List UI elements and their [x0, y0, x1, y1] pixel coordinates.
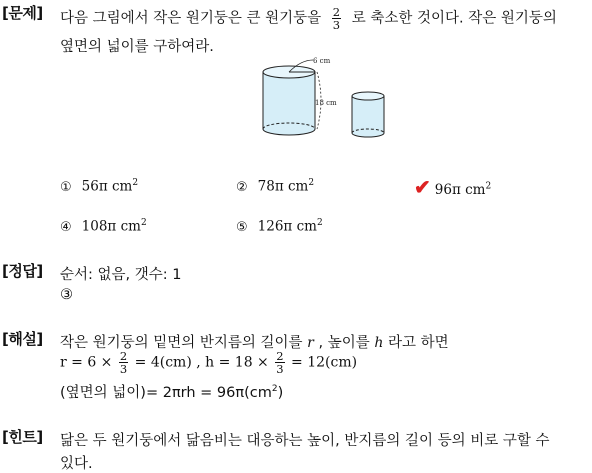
- choice-1-value: 56π cm: [81, 178, 133, 195]
- choice-2-exponent: 2: [308, 178, 315, 188]
- choice-3-value: 96π cm: [434, 182, 486, 198]
- choice-4-exponent: 2: [140, 218, 147, 228]
- answer-line-2: ③: [60, 287, 73, 303]
- radius-label: 6 cm: [313, 57, 331, 65]
- explanation-text-b: , 높이를: [318, 335, 370, 351]
- problem-text-a: 다음 그림에서 작은 원기둥은 큰 원기둥을: [60, 10, 322, 27]
- eq-h-fraction: [275, 350, 284, 375]
- explanation-label: [해설]: [2, 330, 43, 348]
- choice-5-marker: ⑤: [236, 219, 248, 235]
- hint-label: [힌트]: [2, 428, 43, 446]
- large-cylinder: [263, 60, 321, 135]
- eq-r-suffix: = 4(cm) ,: [134, 354, 201, 371]
- choice-4[interactable]: [60, 218, 147, 235]
- choice-1[interactable]: [60, 178, 138, 195]
- ratio-fraction: [332, 6, 341, 31]
- eq-r-denominator: 3: [119, 362, 128, 376]
- eq-r-fraction: [119, 350, 128, 375]
- explanation-equation: [60, 350, 357, 375]
- choice-2-value: 78π cm: [257, 178, 309, 195]
- problem-label: [문제]: [2, 4, 43, 22]
- choice-4-value: 108π cm: [81, 218, 141, 235]
- var-h: h: [374, 335, 384, 351]
- choice-2[interactable]: [236, 178, 314, 195]
- eq-h-prefix: h = 18 ×: [205, 354, 269, 371]
- ratio-denominator: 3: [332, 18, 341, 32]
- answer-label: [정답]: [2, 262, 43, 280]
- explanation-line-1: [60, 331, 449, 352]
- explanation-line-3: [60, 381, 283, 402]
- choice-2-marker: ②: [236, 179, 248, 195]
- problem-line-2: 옆면의 넓이를 구하여라.: [60, 39, 214, 55]
- choice-5[interactable]: [236, 218, 323, 235]
- explanation-text-c: 라고 하면: [387, 335, 449, 351]
- height-label: 18 cm: [315, 99, 337, 107]
- answer-line-1: 순서: 없음, 갯수: 1: [60, 267, 182, 283]
- small-cylinder: [352, 92, 384, 137]
- choice-4-marker: ④: [60, 219, 72, 235]
- choice-3-exponent: 2: [485, 181, 492, 192]
- problem-text-b: 로 축소한 것이다. 작은 원기둥의: [351, 10, 557, 27]
- eq-r-numerator: 2: [119, 349, 128, 363]
- ratio-numerator: 2: [332, 5, 341, 19]
- choice-1-marker: ①: [60, 179, 72, 195]
- problem-line-1: [60, 6, 557, 31]
- explanation-text-a: 작은 원기둥의 밑면의 반지름의 길이를: [60, 335, 303, 351]
- eq-h-numerator: 2: [276, 349, 284, 363]
- lateral-area-text: (옆면의 넓이)= 2πrh = 96π(cm: [60, 385, 272, 401]
- choice-5-value: 126π cm: [257, 218, 317, 235]
- hint-line-2: 있다.: [60, 456, 93, 472]
- eq-h-suffix: = 12(cm): [291, 354, 358, 371]
- eq-h-denominator: 3: [276, 362, 284, 376]
- lateral-area-exponent: 2: [271, 384, 278, 395]
- eq-r-prefix: r = 6 ×: [60, 354, 113, 371]
- correct-check-icon: ✔: [414, 175, 431, 199]
- hint-line-1: 닮은 두 원기둥에서 닮음비는 대응하는 높이, 반지름의 길이 등의 비로 구할 수: [60, 433, 550, 449]
- choice-1-exponent: 2: [132, 178, 139, 188]
- lateral-area-close: ): [277, 385, 284, 401]
- choice-5-exponent: 2: [316, 218, 323, 228]
- var-r: r: [307, 335, 314, 351]
- choice-3[interactable]: [414, 175, 491, 199]
- cylinders-figure: [255, 52, 395, 142]
